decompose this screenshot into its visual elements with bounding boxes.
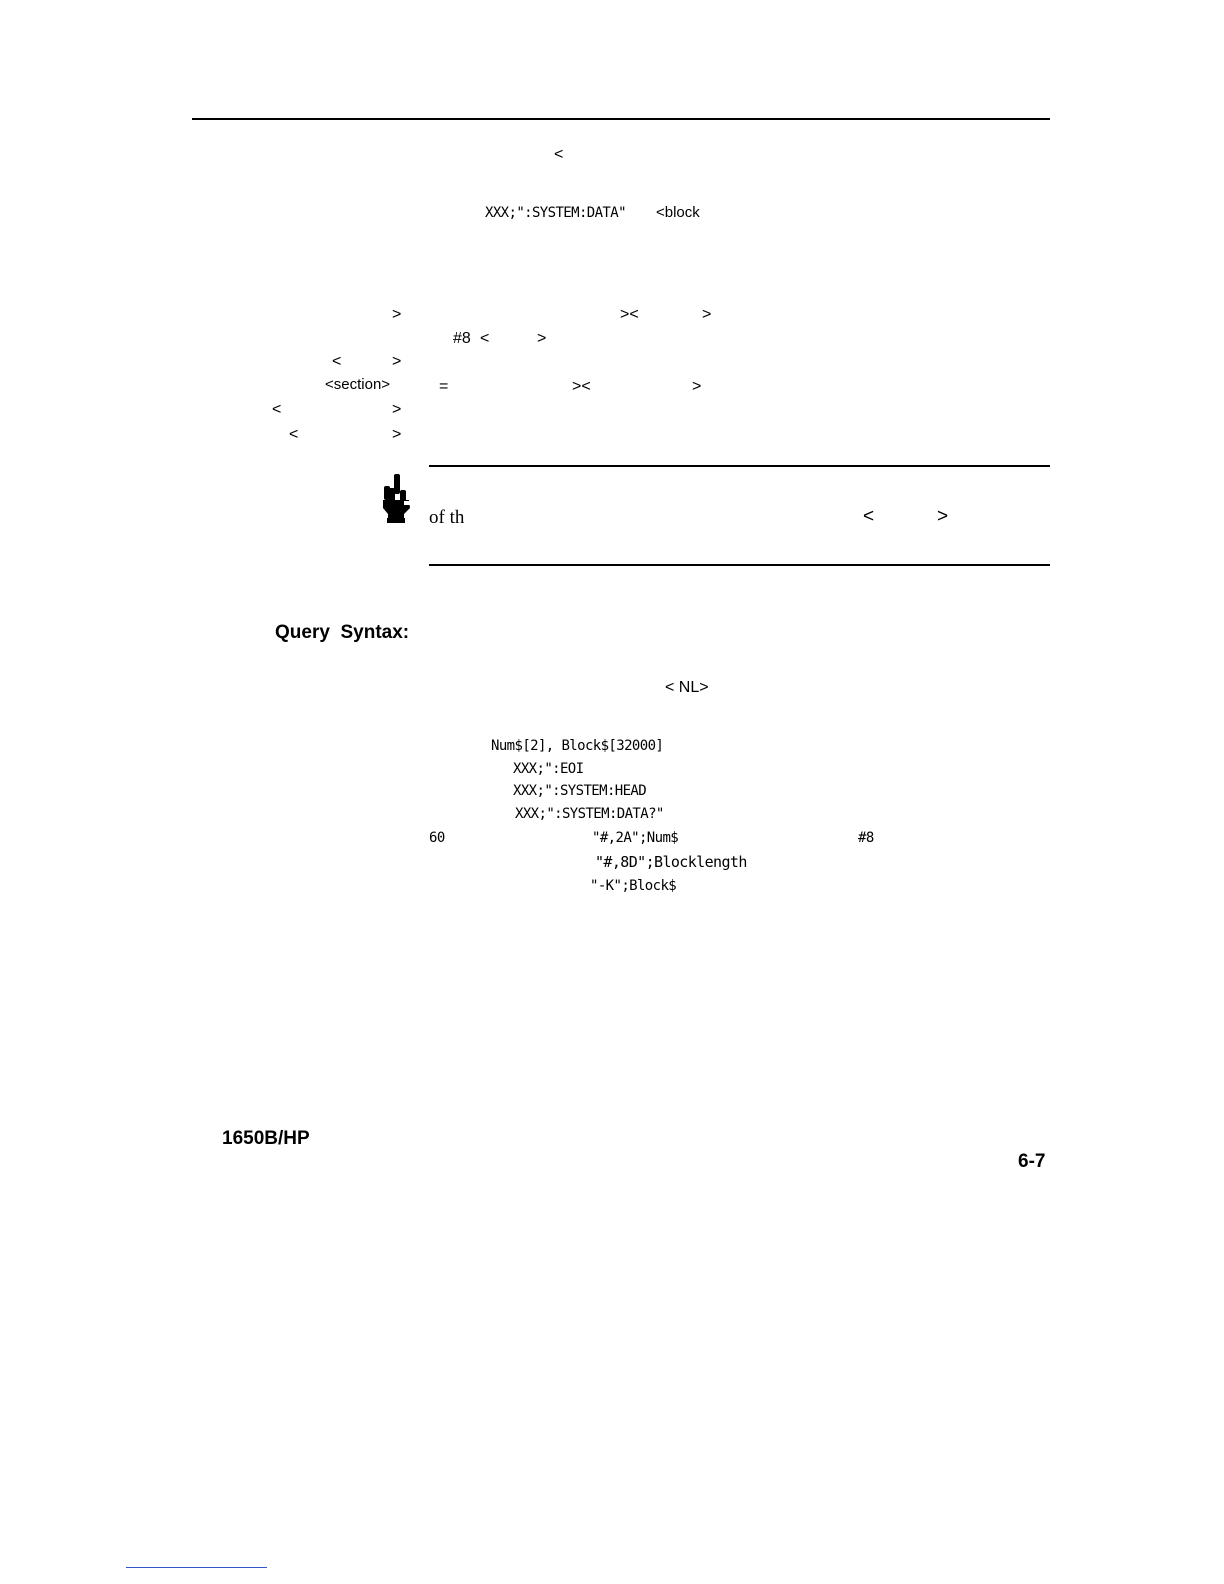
syntax-row2-lt: < [480, 330, 490, 347]
query-syntax-heading: Query Syntax: [275, 622, 410, 643]
example-line-format: "#,2A";Num$ [592, 830, 679, 846]
query-terminator: < NL> [665, 679, 709, 696]
page-number: 6-7 [1018, 1151, 1046, 1172]
syntax-row6-lt: < [289, 426, 299, 443]
example-line-query: XXX;":SYSTEM:DATA?" [515, 806, 664, 822]
syntax-row4-gt: > [692, 378, 702, 395]
syntax-row1-gt: > [392, 306, 402, 323]
syntax-row3-gt: > [392, 353, 402, 370]
example-line-dim: Num$[2], Block$[32000] [491, 738, 664, 754]
syntax-row4-section: <section> [325, 376, 391, 393]
less-than-mark: < [554, 146, 564, 163]
example-line-block: "-K";Block$ [590, 878, 677, 894]
syntax-row3-lt: < [332, 353, 342, 370]
syntax-row2-prefix: #8 [453, 330, 471, 347]
example-line-head: XXX;":SYSTEM:HEAD [513, 783, 647, 799]
syntax-row2-gt: > [537, 330, 547, 347]
syntax-row5-lt: < [272, 401, 282, 418]
example-line-number: 60 [429, 830, 445, 846]
pointing-hand-icon [380, 474, 414, 524]
header-rule [192, 118, 1050, 120]
footer-link-underline [126, 1567, 267, 1568]
note-text-start: of th [429, 507, 465, 528]
block-fragment: <block [656, 204, 700, 221]
note-lt: < [863, 506, 875, 527]
example-line-blocklength: "#,8D";Blocklength [595, 853, 747, 871]
command-code: XXX;":SYSTEM:DATA" [485, 205, 626, 221]
example-line-eoi: XXX;":EOI [513, 761, 584, 777]
note-gt: > [937, 506, 949, 527]
syntax-row1-gt2: > [702, 306, 712, 323]
note-top-rule [429, 465, 1050, 467]
syntax-row1-pair: >< [620, 306, 639, 323]
syntax-row6-gt: > [392, 426, 402, 443]
syntax-row5-gt: > [392, 401, 402, 418]
syntax-row4-equals: = [439, 378, 449, 395]
example-line-prefix: #8 [858, 830, 874, 846]
syntax-row4-pair: >< [572, 378, 591, 395]
note-bottom-rule [429, 564, 1050, 566]
footer-model: 1650B/HP [222, 1128, 310, 1149]
